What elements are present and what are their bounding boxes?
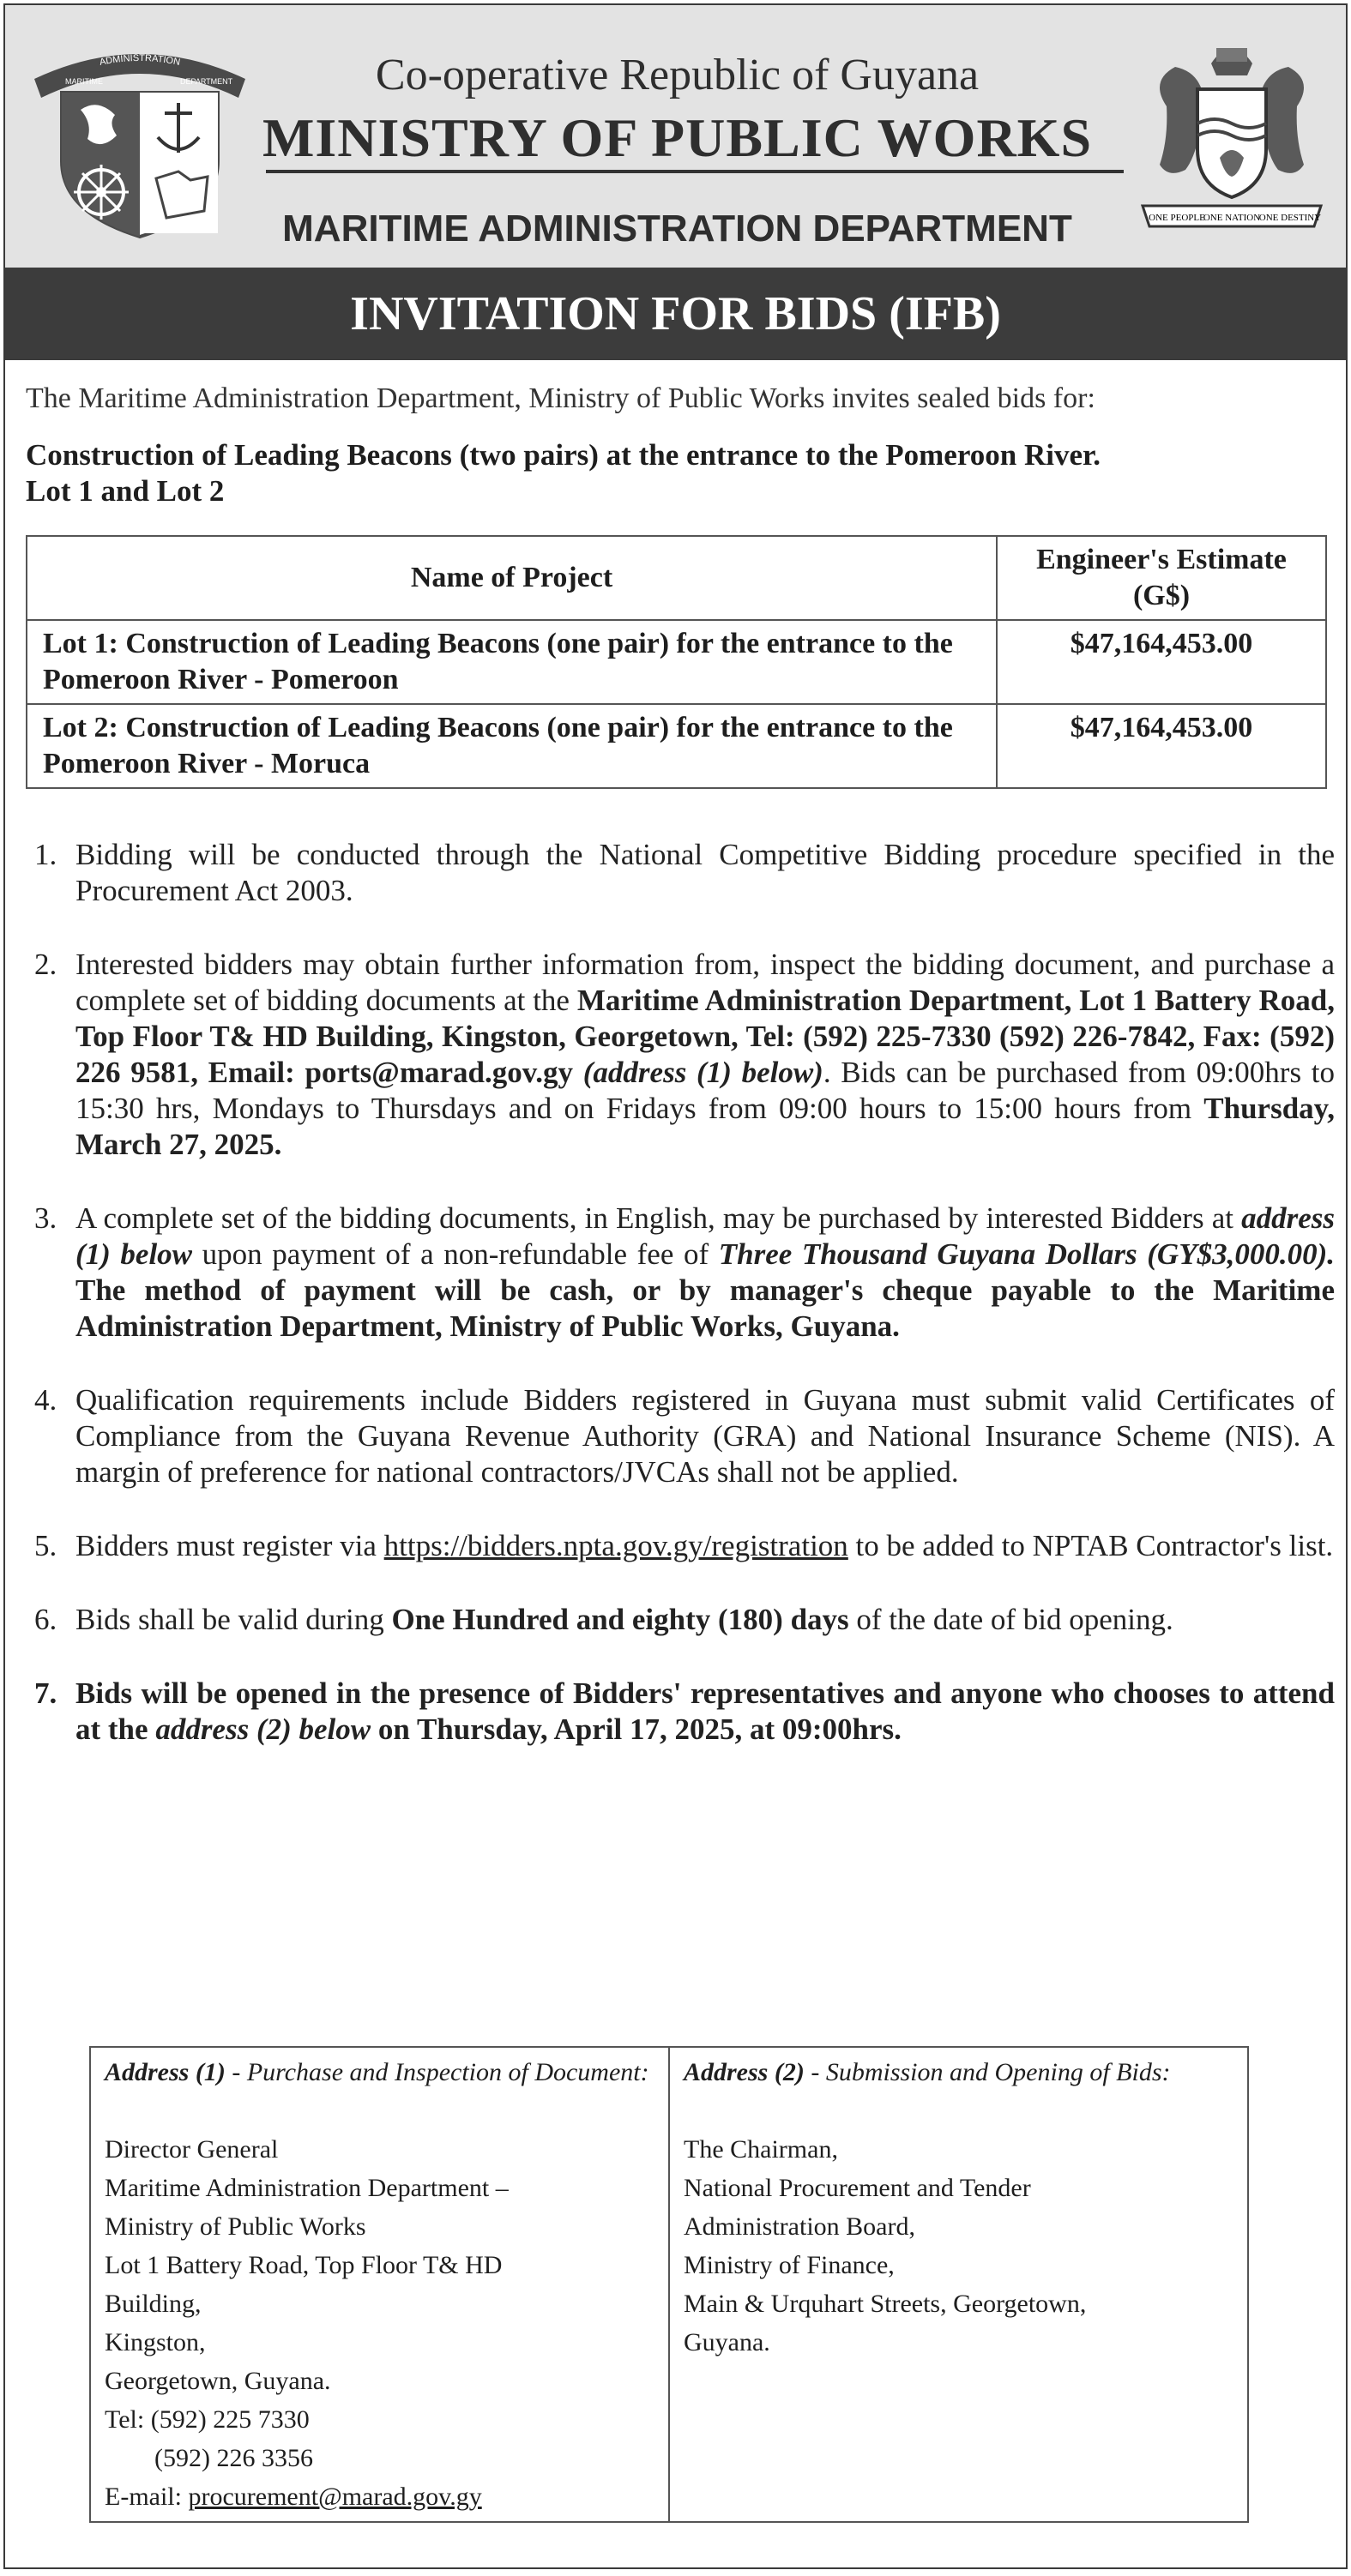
procurement-email-link[interactable]: procurement@marad.gov.gy: [188, 2483, 482, 2511]
project-title-line-2: Lot 1 and Lot 2: [26, 474, 225, 508]
address-row: [90, 2047, 1248, 2522]
address-1-line: Director General: [105, 2135, 279, 2164]
clause-text: A complete set of the bidding documents, in English, may be purchased by interested Bidders at: [75, 1201, 1242, 1235]
logo-ring-text: ADMINISTRATION: [98, 52, 182, 68]
start-date: Thursday, March 27, 2025.: [75, 1092, 1335, 1161]
clauses-list: [26, 837, 1335, 1748]
email-label: E-mail:: [105, 2483, 189, 2511]
coat-of-arms-icon: [1137, 29, 1326, 232]
address-2-line: Main & Urquhart Streets, Georgetown,: [684, 2290, 1087, 2318]
intro-text: The Maritime Administration Department, Ministry of Public Works invites sealed bids for:: [26, 382, 1095, 414]
crest-motto-3: ONE DESTINY: [1258, 213, 1322, 223]
crest-motto-2: ONE NATION: [1203, 213, 1261, 223]
clause-text: Bidding will be conducted through the National Competitive Bidding procedure specified in the Procurement Act 2003.: [75, 838, 1335, 907]
table-header-row: [27, 536, 1326, 620]
fee-amount: Three Thousand Guyana Dollars (GY$3,000.00).: [718, 1237, 1335, 1271]
clause-text: Bidders must register via: [75, 1529, 384, 1562]
ministry-name: MINISTRY OF PUBLIC WORKS: [262, 107, 1093, 168]
estimate-table: [26, 535, 1327, 789]
clause-text: Bids will be opened in the presence of Bidders' representatives and anyone who chooses to attend at the: [75, 1676, 1335, 1746]
address-1-line: Ministry of Public Works: [105, 2212, 366, 2241]
col-estimate-header: Engineer's Estimate (G$): [997, 536, 1326, 620]
address-2-label: Address (2): [684, 2058, 805, 2086]
clause-text-hours: . Bids can be purchased from 09:00hrs to 15:30 hrs, Mondays to Thursdays and on Fridays from 09:00 hours to 15:00 hours from: [75, 1056, 1335, 1125]
country-name: Co-operative Republic of Guyana: [375, 51, 980, 99]
address-1-line: Building,: [105, 2290, 202, 2318]
address-2-line: The Chairman,: [684, 2135, 838, 2164]
address-1-line: Kingston,: [105, 2328, 206, 2356]
address-1-desc: - Purchase and Inspection of Document:: [225, 2058, 649, 2086]
address-2-line: National Procurement and Tender: [684, 2174, 1031, 2202]
address-1-line: Maritime Administration Department –: [105, 2174, 509, 2202]
clause-number: 4.: [34, 1383, 57, 1417]
address-ref: (address (1) below): [582, 1056, 823, 1089]
clause-5: [26, 1528, 1335, 1564]
clause-text: Interested bidders may obtain further information from, inspect the bidding document, and purchase a complete set of bidding documents at the: [75, 948, 1335, 1017]
clause-2: [26, 947, 1335, 1163]
clause-text: Qualification requirements include Bidders registered in Guyana must submit valid Certificates of Compliance from the Guyana Revenue Authority (GRA) and National Insurance Scheme (NIS). A margin of preference for national contractors/JVCAs shall not be applied.: [75, 1383, 1335, 1489]
clause-number: 3.: [34, 1201, 57, 1235]
lot1-name: Lot 1: Construction of Leading Beacons (one pair) for the entrance to the Pomeroon River - Pomeroon: [27, 620, 997, 704]
clause-text-end: of the date of bid opening.: [848, 1603, 1173, 1636]
address-1-line: Lot 1 Battery Road, Top Floor T& HD: [105, 2251, 503, 2279]
clause-number: 5.: [34, 1529, 57, 1562]
address-ref: address (2) below: [155, 1712, 371, 1746]
logo-ring-left: MARITIME: [65, 77, 103, 86]
address-ref: address (1) below: [75, 1201, 1335, 1271]
address-1-label: Address (1): [105, 2058, 226, 2086]
department-name: MARITIME ADMINISTRATION DEPARTMENT: [282, 208, 1072, 250]
header: [5, 5, 1346, 268]
crest-motto-1: ONE PEOPLE: [1149, 213, 1205, 223]
registration-link[interactable]: https://bidders.npta.gov.gy/registration: [383, 1529, 848, 1562]
clause-7: [26, 1676, 1335, 1748]
clause-text: Bids shall be valid during: [75, 1603, 392, 1636]
address-2-desc: - Submission and Opening of Bids:: [804, 2058, 1171, 2086]
address-1-line: Georgetown, Guyana.: [105, 2367, 331, 2395]
clause-4: [26, 1382, 1335, 1490]
address-1-cell: [90, 2047, 669, 2522]
ifb-banner: INVITATION FOR BIDS (IFB): [5, 268, 1346, 360]
address-2-cell: [669, 2047, 1248, 2522]
clause-1: [26, 837, 1335, 909]
clause-text-fee: upon payment of a non-refundable fee of: [192, 1237, 719, 1271]
clause-number: 6.: [34, 1603, 57, 1636]
notice-page: [3, 3, 1348, 2569]
payment-method: The method of payment will be cash, or by manager's cheque payable to the Maritime Administration Department, Ministry of Public Works, Guyana.: [75, 1273, 1335, 1343]
header-rule: [266, 170, 1124, 173]
lot2-estimate: $47,164,453.00: [997, 704, 1326, 788]
clause-text-end: to be added to NPTAB Contractor's list.: [847, 1529, 1334, 1562]
project-title: [26, 437, 1335, 509]
address-1-tel: Tel: (592) 225 7330: [105, 2405, 310, 2434]
clause-number: 1.: [34, 838, 57, 871]
table-row: [27, 704, 1326, 788]
address-2-line: Ministry of Finance,: [684, 2251, 895, 2279]
contact-details: Maritime Administration Department, Lot 1 Battery Road, Top Floor T& HD Building, Kingston, Georgetown, Tel: (592) 225-7330 (592) 226-7842, Fax: (592) 226 9581, Email: ports@marad.gov.gy: [75, 984, 1335, 1089]
clause-number: 2.: [34, 948, 57, 981]
address-2-line: Administration Board,: [684, 2212, 915, 2241]
address-2-line: Guyana.: [684, 2328, 770, 2356]
table-row: [27, 620, 1326, 704]
clause-3: [26, 1201, 1335, 1345]
address-1-tel-2: (592) 226 3356: [154, 2444, 313, 2472]
logo-ring-right: DEPARTMENT: [180, 77, 233, 86]
col-project-header: Name of Project: [27, 536, 997, 620]
validity-period: One Hundred and eighty (180) days: [391, 1603, 849, 1636]
opening-date: on Thursday, April 17, 2025, at 09:00hrs.: [371, 1712, 902, 1746]
clause-6: [26, 1602, 1335, 1638]
lot2-name: Lot 2: Construction of Leading Beacons (one pair) for the entrance to the Pomeroon River - Moruca: [27, 704, 997, 788]
address-table: [89, 2046, 1249, 2523]
clause-number: 7.: [34, 1676, 57, 1710]
lot1-estimate: $47,164,453.00: [997, 620, 1326, 704]
notice-body: [26, 382, 1335, 1785]
project-title-line-1: Construction of Leading Beacons (two pairs) at the entrance to the Pomeroon River.: [26, 438, 1101, 472]
